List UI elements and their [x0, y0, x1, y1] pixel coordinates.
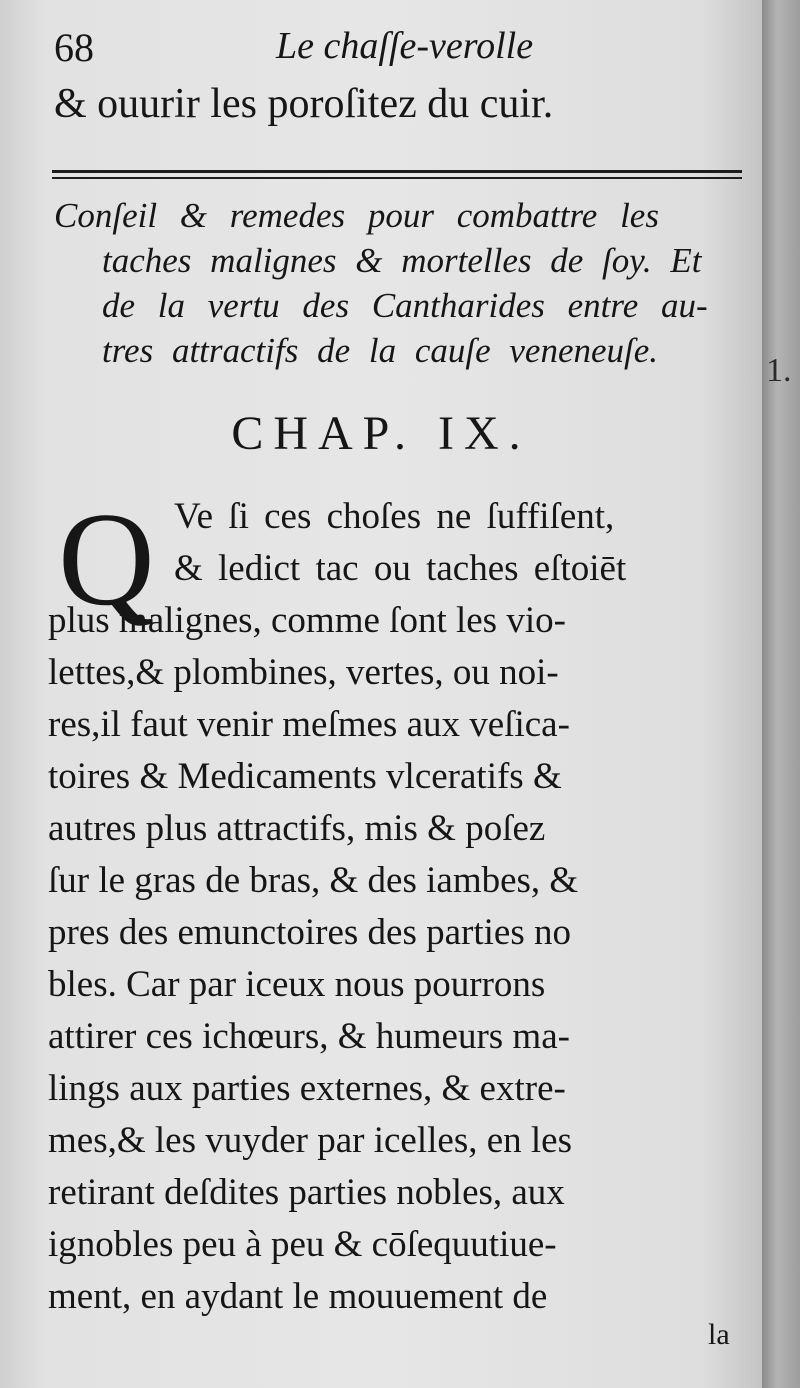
body-line: Ve ſi ces choſes ne ſuffiſent,	[174, 496, 615, 537]
body-line: bles. Car par iceux nous pourrons	[48, 964, 546, 1005]
running-title: Le chaſſe-verolle	[276, 25, 534, 67]
subtitle-line: Conſeil & remedes pour combattre les	[54, 196, 659, 235]
body-line: pres des emunctoires des parties no	[48, 912, 571, 953]
body-line: mes,& les vuyder par icelles, en les	[48, 1120, 572, 1161]
body-line: ignobles peu à peu & cōſequutiue-	[48, 1224, 557, 1265]
subtitle-line: tres attractifs de la cauſe veneneuſe.	[102, 331, 659, 370]
body-line: lings aux parties externes, & extre-	[48, 1068, 566, 1109]
body-line: & ledict tac ou taches eſtoiēt	[174, 548, 627, 589]
body-line: plus malignes, comme ſont les vio-	[48, 600, 566, 641]
page-number: 68	[54, 25, 94, 70]
body-line: autres plus attractifs, mis & poſez	[48, 808, 546, 849]
drop-cap: Q	[58, 485, 155, 633]
closing-line: & ouurir les poroſitez du cuir.	[54, 81, 554, 127]
page-gutter	[762, 0, 800, 1388]
subtitle-line: taches malignes & mortelles de ſoy. Et	[102, 241, 702, 280]
catchword: la	[708, 1318, 730, 1351]
bleed-through-mark: 1.	[766, 352, 792, 389]
body-line: res,il faut venir meſmes aux veſica-	[48, 704, 570, 745]
section-rule-thick	[52, 170, 742, 173]
body-line: ment, en aydant le mouuement de	[48, 1276, 548, 1317]
page-header	[54, 24, 734, 74]
body-line: attirer ces ichœurs, & humeurs ma-	[48, 1016, 570, 1057]
section-rule-thin	[52, 177, 742, 179]
body-line: retirant deſdites parties nobles, aux	[48, 1172, 565, 1213]
body-line: lettes,& plombines, vertes, ou noi-	[48, 652, 559, 693]
chapter-heading: CHAP. IX.	[231, 407, 531, 460]
body-line: toires & Medicaments vlceratifs &	[48, 756, 562, 797]
subtitle-line: de la vertu des Cantharides entre au-	[102, 286, 708, 325]
body-line: ſur le gras de bras, & des iambes, &	[48, 860, 579, 901]
